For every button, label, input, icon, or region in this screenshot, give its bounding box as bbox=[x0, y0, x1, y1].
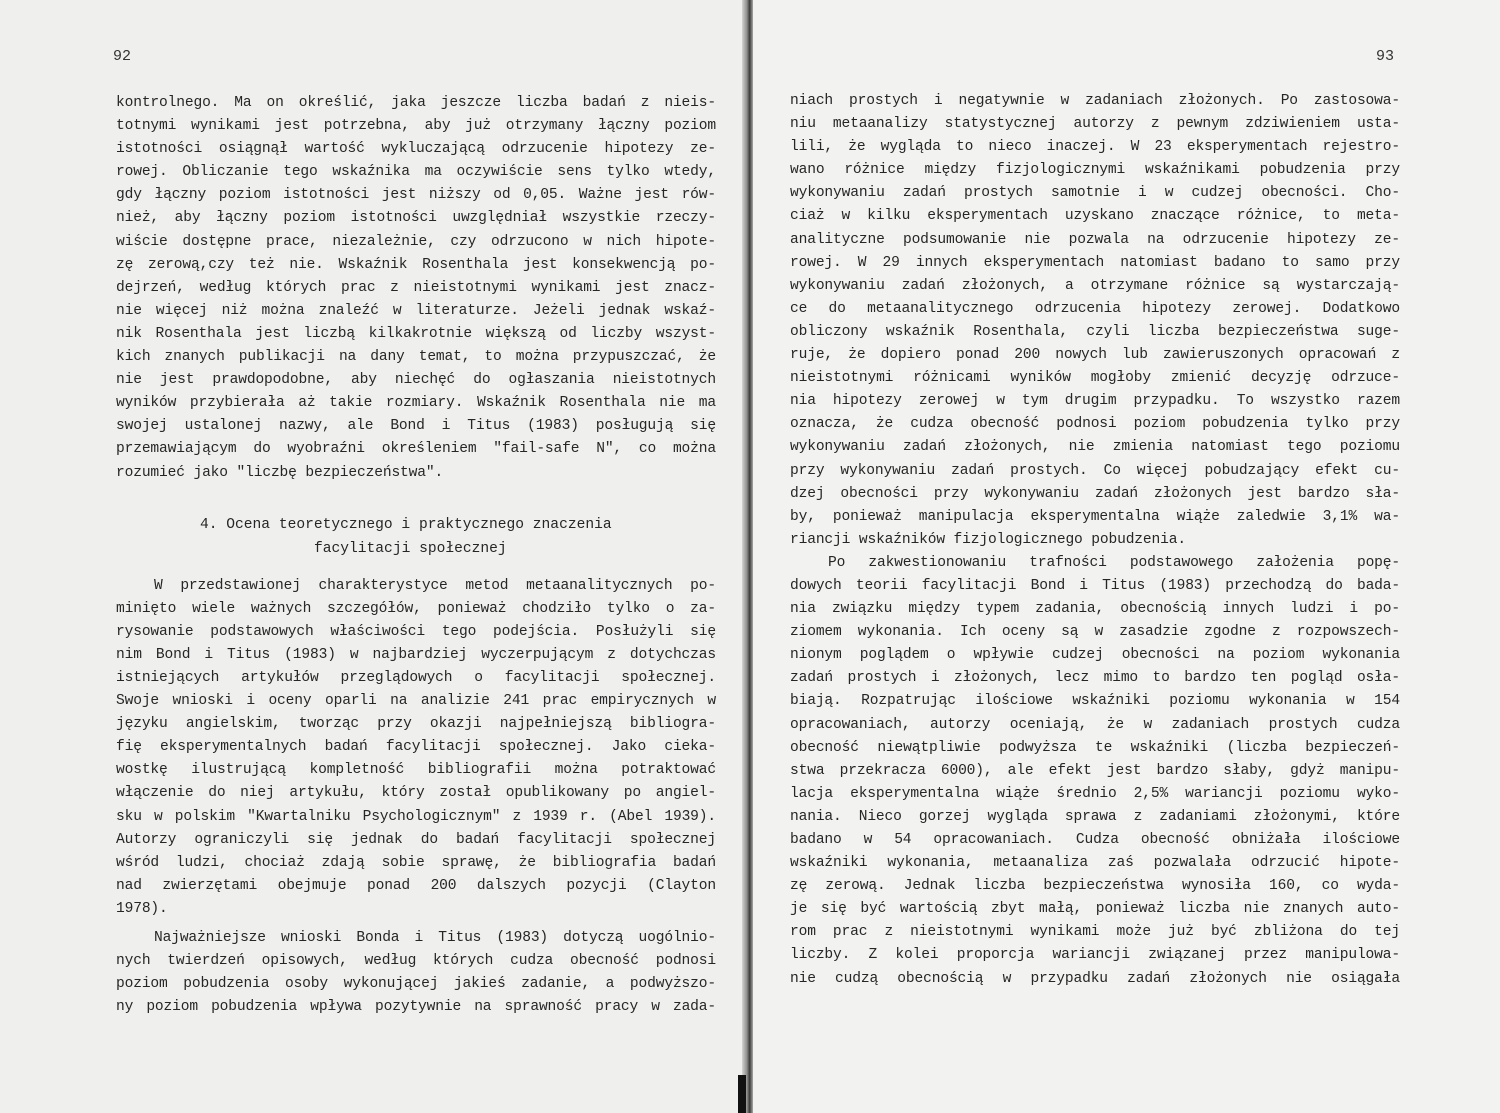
text-line: zę zerową,czy też nie. Wskaźnik Rosenthala jest konsekwencją po- bbox=[116, 256, 716, 273]
text-line: liczby. Z kolei proporcja wariancji związanej przez manipulowa- bbox=[790, 947, 1400, 964]
page-number-right: 93 bbox=[1376, 48, 1395, 65]
text-line: wskaźniki wykonania, metaanaliza zaś pozwalała odrzucić hipote- bbox=[790, 855, 1400, 872]
section-heading: 4. Ocena teoretycznego i praktycznego znaczenia bbox=[200, 516, 612, 533]
text-line: minięto wiele ważnych szczegółów, ponieważ chodziło tylko o za- bbox=[116, 600, 716, 617]
text-line: wano różnice między fizjologicznymi wskaźnikami pobudzenia przy bbox=[790, 162, 1400, 179]
text-line: istotności osiągnął wartość wykluczającą odrzucenie hipotezy ze- bbox=[116, 141, 716, 158]
text-line: Autorzy ograniczyli się jednak do badań facylitacji społecznej bbox=[116, 831, 716, 848]
text-line: rom prac z nieistotnymi wynikami może już być zbliżona do tej bbox=[790, 924, 1400, 941]
text-line: opracowaniach, autorzy oceniają, że w zadaniach prostych cudza bbox=[790, 716, 1400, 733]
text-line: wykonywaniu zadań prostych samotnie i w cudzej obecności. Cho- bbox=[790, 185, 1400, 202]
text-line: oznacza, że cudza obecność podnosi poziom pobudzenia tylko przy bbox=[790, 416, 1400, 433]
text-line: nieistotnymi różnicami wyników mogłoby zmienić decyzję odrzuce- bbox=[790, 370, 1400, 387]
text-line: gdy łączny poziom istotności jest niższy od 0,05. Ważne jest rów- bbox=[116, 187, 716, 204]
text-line: badano w 54 opracowaniach. Cudza obecność obniżała ilościowe bbox=[790, 832, 1400, 848]
text-line: stwa przekracza 6000), ale efekt jest bardzo słaby, gdyż manipu- bbox=[790, 762, 1400, 779]
text-line: zę zerową. Jednak liczba bezpieczeństwa wynosiła 160, co wyda- bbox=[790, 878, 1400, 895]
page-number-left: 92 bbox=[113, 48, 132, 65]
left-paragraph-3 bbox=[116, 927, 716, 1019]
text-line: ruje, że dopiero ponad 200 nowych lub zawieruszonych opracowań z bbox=[790, 347, 1400, 364]
text-line: ziomem wykonania. Ich oceny są w zasadzie zgodne z rozpowszech- bbox=[790, 624, 1400, 641]
text-line: wiście dostępne prace, niezależnie, czy odrzucono w nich hipote- bbox=[116, 233, 716, 250]
text-line: przemawiającym do wyobraźni określeniem "fail-safe N", co można bbox=[116, 441, 716, 458]
text-line: rowej. Obliczanie tego wskaźnika ma oczywiście sens tylko wtedy, bbox=[116, 164, 716, 181]
text-line: dowych teorii facylitacji Bond i Titus (1983) przechodzą do bada- bbox=[790, 577, 1400, 594]
text-line: nad zwierzętami obejmuje ponad 200 dalszych pozycji (Clayton bbox=[116, 877, 716, 894]
left-paragraph-2 bbox=[116, 575, 716, 921]
text-line: rysowanie podstawowych właściwości tego podejścia. Posłużyli się bbox=[116, 623, 716, 640]
text-line: nie cudzą obecnością w przypadku zadań złożonych nie osiągała bbox=[790, 970, 1400, 987]
text-line: Najważniejsze wnioski Bonda i Titus (1983) dotyczą uogólnio- bbox=[154, 930, 716, 946]
text-line: nionym poglądem o wpływie cudzej obecności na poziom wykonania bbox=[790, 647, 1400, 664]
text-line: 1978). bbox=[116, 900, 168, 917]
text-line: ce do metaanalitycznego odrzucenia hipotezy zerowej. Dodatkowo bbox=[790, 300, 1400, 317]
text-line: analityczne podsumowanie nie pozwala na odrzucenie hipotezy ze- bbox=[790, 231, 1400, 248]
text-line: by, ponieważ manipulacja eksperymentalna wiąże zaledwie 3,1% wa- bbox=[790, 508, 1400, 525]
text-line: biają. Rozpatrując ilościowe wskaźniki poziomu wykonania w 154 bbox=[790, 693, 1400, 710]
text-line: nia związku między typem zadania, obecnością innych ludzi i po- bbox=[790, 601, 1400, 618]
right-page bbox=[753, 0, 1500, 1113]
text-line: rowej. W 29 innych eksperymentach natomiast badano to samo przy bbox=[790, 254, 1400, 271]
text-line: je się być wartością zbyt małą, ponieważ liczba nie znanych auto- bbox=[790, 901, 1400, 918]
text-line: dejrzeń, według których prac z nieistotnymi wynikami jest znacz- bbox=[116, 279, 716, 296]
text-line: fię eksperymentalnych badań facylitacji społecznej. Jako cieka- bbox=[116, 739, 716, 756]
text-line: przy wykonywaniu zadań prostych. Co więcej pobudzający efekt cu- bbox=[790, 462, 1400, 479]
right-page-text bbox=[790, 90, 1400, 991]
text-line: nim Bond i Titus (1983) w najbardziej wyczerpującym z dotychczas bbox=[116, 646, 716, 663]
text-line: wyników przybierała aż takie rozmiary. Wskaźnik Rosenthala nie ma bbox=[116, 395, 716, 412]
text-line: wykonywaniu zadań złożonych, a otrzymane różnice są wystarczają- bbox=[790, 277, 1400, 294]
gutter-shadow bbox=[738, 1075, 746, 1113]
section-heading-continued: facylitacji społecznej bbox=[314, 540, 507, 557]
text-line: totnymi wynikami jest potrzebna, aby już otrzymany łączny poziom bbox=[116, 118, 716, 135]
text-line: zadań prostych i złożonych, lecz mimo to bardzo ten pogląd osła- bbox=[790, 670, 1400, 687]
text-line: wostkę ilustrującą kompletność bibliografii można potraktować bbox=[116, 762, 716, 779]
text-line: nania. Nieco gorzej wygląda sprawa z zadaniami złożonymi, które bbox=[790, 808, 1400, 825]
text-line: wykonywaniu zadań złożonych, nie zmienia natomiast tego poziomu bbox=[790, 439, 1400, 456]
text-line: języku angielskim, tworząc przy okazji najpełniejszą bibliogra- bbox=[116, 716, 716, 733]
left-paragraph-1 bbox=[116, 92, 716, 485]
text-line: nie więcej niż można znaleźć w literaturze. Jeżeli jednak wskaź- bbox=[116, 302, 716, 319]
text-line: riancji wskaźników fizjologicznego pobudzenia. bbox=[790, 531, 1186, 548]
text-line: nież, aby łączny poziom istotności uwzględniał wszystkie rzeczy- bbox=[116, 210, 716, 227]
text-line: włączenie do niej artykułu, który został opublikowany po angiel- bbox=[116, 785, 716, 802]
right-paragraph-2 bbox=[790, 552, 1400, 991]
text-line: W przedstawionej charakterystyce metod metaanalitycznych po- bbox=[154, 577, 716, 594]
text-line: obliczony wskaźnik Rosenthala, czyli liczba bezpieczeństwa suge- bbox=[790, 323, 1400, 340]
text-line: rozumieć jako "liczbę bezpieczeństwa". bbox=[116, 464, 444, 481]
text-line: poziom pobudzenia osoby wykonującej jakieś zadanie, a podwyższo- bbox=[116, 976, 716, 993]
text-line: kontrolnego. Ma on określić, jaka jeszcze liczba badań z nieis- bbox=[116, 95, 716, 111]
text-line: Swoje wnioski i oceny oparli na analizie 241 prac empirycznych w bbox=[116, 693, 716, 710]
right-paragraph-1 bbox=[790, 90, 1400, 552]
text-line: sku w polskim "Kwartalniku Psychologicznym" z 1939 r. (Abel 1939). bbox=[116, 808, 716, 825]
text-line: nik Rosenthala jest liczbą kilkakrotnie większą od liczby wszyst- bbox=[116, 325, 716, 342]
text-line: istniejących artykułów przeglądowych o facylitacji społecznej. bbox=[116, 669, 716, 686]
text-line: nie jest prawdopodobne, aby niechęć do ogłaszania nieistotnych bbox=[116, 372, 716, 389]
left-page bbox=[0, 0, 745, 1113]
left-page-text bbox=[116, 92, 716, 1019]
text-line: lili, że wygląda to nieco inaczej. W 23 eksperymentach rejestro- bbox=[790, 139, 1400, 156]
text-line: ny poziom pobudzenia wpływa pozytywnie na sprawność pracy w zada- bbox=[116, 999, 716, 1016]
text-line: Po zakwestionowaniu trafności podstawowego założenia popę- bbox=[828, 554, 1400, 571]
text-line: wśród ludzi, chociaż zdają sobie sprawę, że bibliografia badań bbox=[116, 854, 716, 871]
text-line: niach prostych i negatywnie w zadaniach złożonych. Po zastosowa- bbox=[790, 93, 1400, 109]
text-line: dzej obecności przy wykonywaniu zadań złożonych jest bardzo sła- bbox=[790, 485, 1400, 502]
text-line: ciaż w kilku eksperymentach uzyskano znaczące różnice, to meta- bbox=[790, 208, 1400, 225]
text-line: obecność niewątpliwie podwyższa te wskaźniki (liczba bezpieczeń- bbox=[790, 739, 1400, 756]
text-line: niu metaanalizy statystycznej autorzy z pewnym zdziwieniem usta- bbox=[790, 116, 1400, 133]
text-line: swojej ustalonej nazwy, ale Bond i Titus (1983) posługują się bbox=[116, 418, 716, 435]
text-line: nych twierdzeń opisowych, według których cudza obecność podnosi bbox=[116, 953, 716, 970]
text-line: lacja eksperymentalna wiąże średnio 2,5% wariancji poziomu wyko- bbox=[790, 785, 1400, 802]
text-line: kich znanych publikacji na dany temat, to można przypuszczać, że bbox=[116, 349, 716, 366]
text-line: nia hipotezy zerowej w tym drugim przypadku. To wszystko razem bbox=[790, 393, 1400, 410]
